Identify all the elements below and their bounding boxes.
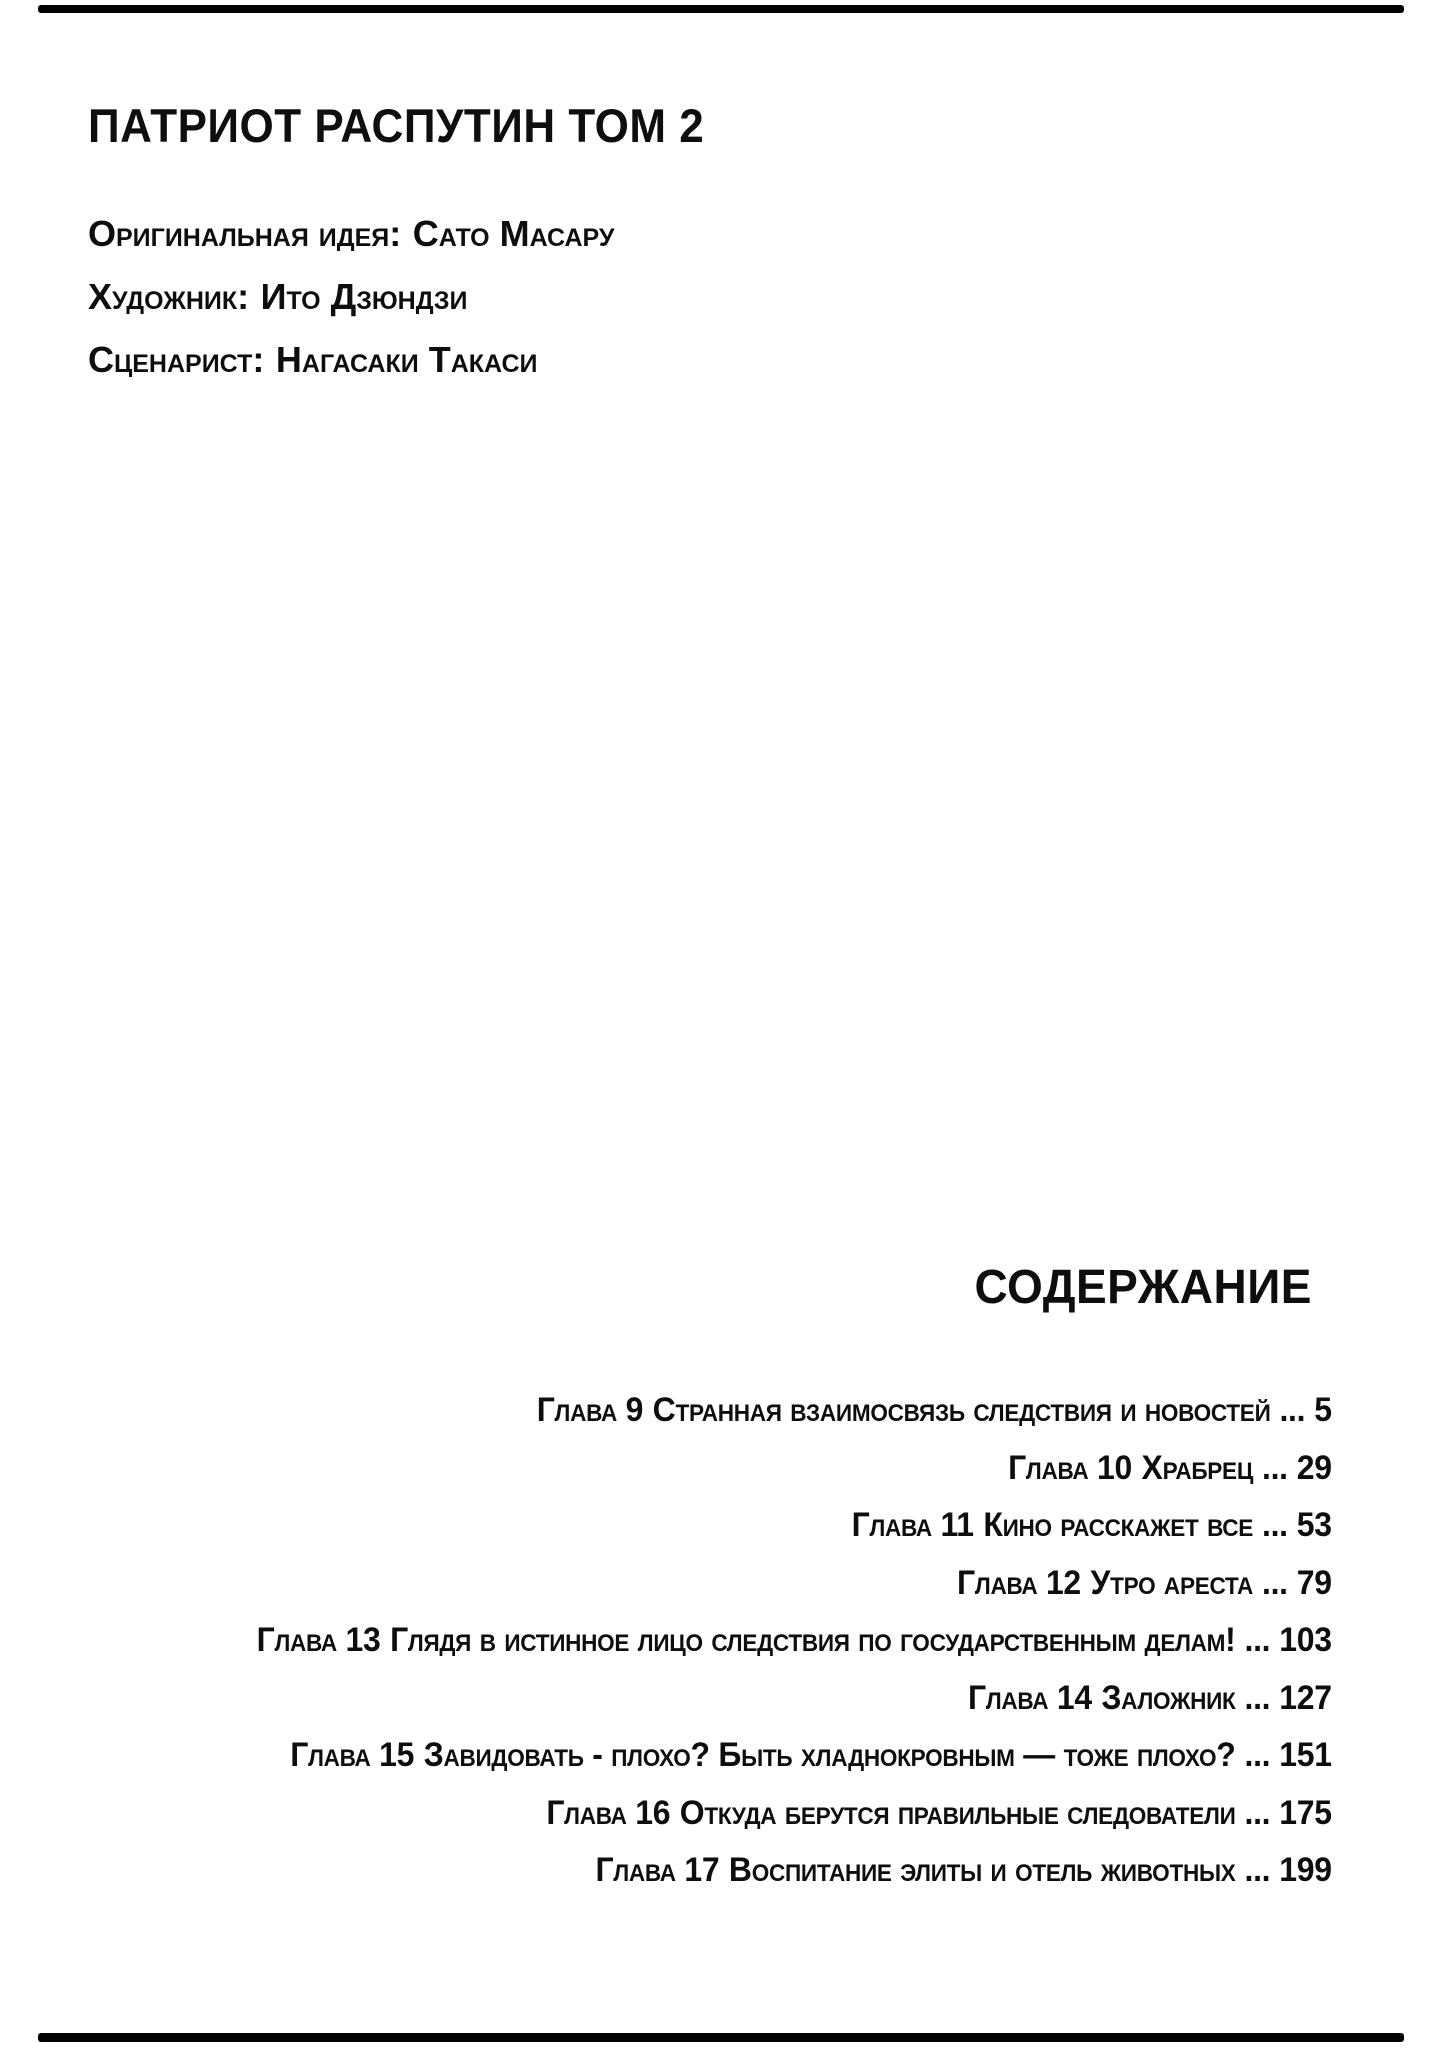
toc-entry — [257, 1497, 1332, 1555]
chapter-label: Глава 11 — [851, 1506, 975, 1544]
credit-line-original-idea — [88, 202, 614, 265]
chapter-label: Глава 15 — [290, 1736, 415, 1774]
credit-value: Ито Дзюндзи — [260, 276, 468, 317]
credit-label: Сценарист: — [88, 339, 265, 380]
page-number: 199 — [1279, 1851, 1332, 1889]
toc-entry — [257, 1612, 1332, 1670]
toc-separator: ... — [1279, 1391, 1306, 1429]
credit-line-writer — [88, 328, 614, 391]
chapter-label: Глава 10 — [1008, 1448, 1133, 1487]
credits-block — [88, 202, 614, 391]
credit-label: Художник: — [88, 276, 250, 317]
toc-separator: ... — [1262, 1563, 1289, 1602]
chapter-title: Странная взаимосвязь следствия и новостей — [652, 1391, 1271, 1429]
page-edge-top-bar — [38, 5, 1404, 13]
toc-entry — [257, 1440, 1332, 1498]
toc-separator: ... — [1244, 1736, 1271, 1774]
page-number: 5 — [1314, 1391, 1332, 1429]
chapter-label: Глава 13 — [256, 1621, 381, 1659]
toc-entries — [257, 1382, 1332, 1900]
chapter-label: Глава 9 — [536, 1391, 644, 1429]
chapter-title: Глядя в истинное лицо следствия по государственным делам! — [390, 1621, 1236, 1659]
chapter-title: Заложник — [1101, 1678, 1236, 1717]
credit-value: Сато Масару — [412, 213, 615, 254]
credit-label: Оригинальная идея: — [88, 213, 402, 254]
chapter-title: Храбрец — [1141, 1448, 1254, 1487]
page-number: 79 — [1297, 1563, 1332, 1602]
toc-separator: ... — [1262, 1448, 1289, 1487]
chapter-title: Завидовать - плохо? Быть хладнокровным — тоже плохо? — [424, 1736, 1236, 1774]
toc-separator: ... — [1244, 1793, 1271, 1832]
toc-separator: ... — [1244, 1851, 1271, 1889]
credit-value: Нагасаки Такаси — [275, 339, 538, 380]
page-number: 103 — [1279, 1621, 1332, 1659]
chapter-title: Кино расскажет все — [983, 1506, 1254, 1544]
toc-heading: СОДЕРЖАНИЕ — [974, 1259, 1312, 1314]
page-edge-bottom-bar — [38, 2033, 1404, 2042]
toc-entry — [257, 1555, 1332, 1613]
chapter-label: Глава 12 — [957, 1563, 1082, 1602]
page-number: 151 — [1279, 1736, 1332, 1774]
page-number: 29 — [1297, 1448, 1332, 1487]
toc-entry — [257, 1382, 1332, 1440]
chapter-label: Глава 14 — [968, 1678, 1093, 1717]
toc-entry — [257, 1727, 1332, 1785]
toc-separator: ... — [1244, 1621, 1271, 1659]
page-number: 127 — [1279, 1678, 1332, 1717]
page-number: 53 — [1297, 1506, 1332, 1544]
toc-entry — [257, 1670, 1332, 1728]
chapter-title: Откуда берутся правильные следователи — [680, 1793, 1236, 1832]
chapter-label: Глава 16 — [546, 1793, 671, 1832]
page-number: 175 — [1279, 1793, 1332, 1832]
credit-line-artist — [88, 265, 614, 328]
toc-separator: ... — [1244, 1678, 1271, 1717]
chapter-title: Воспитание элиты и отель животных — [729, 1851, 1236, 1889]
chapter-label: Глава 17 — [595, 1851, 720, 1889]
toc-entry — [257, 1785, 1332, 1843]
chapter-title: Утро ареста — [1090, 1563, 1254, 1602]
toc-separator: ... — [1262, 1506, 1289, 1544]
toc-entry — [257, 1842, 1332, 1900]
page-title: ПАТРИОТ РАСПУТИН ТОМ 2 — [88, 100, 705, 153]
